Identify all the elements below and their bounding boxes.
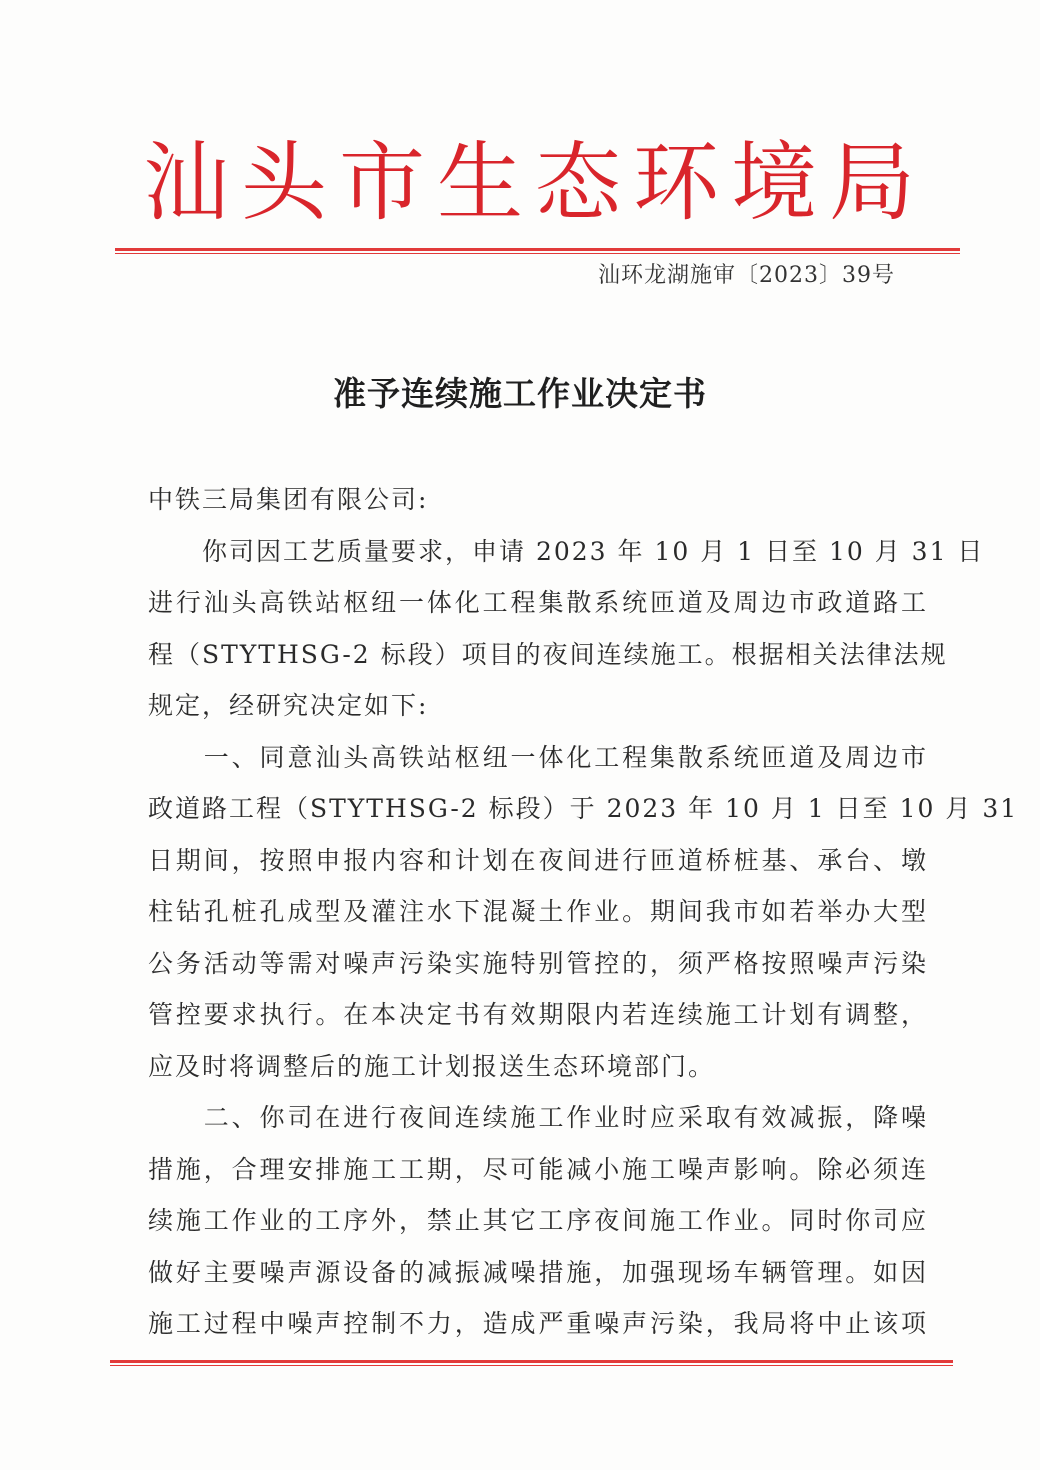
document-title: 准予连续施工作业决定书 xyxy=(333,374,707,413)
body-line: 柱钻孔桩孔成型及灌注水下混凝土作业。期间我市如若举办大型 xyxy=(148,897,928,926)
body-line: 你司因工艺质量要求，申请 2023 年 10 月 1 日至 10 月 31 日 xyxy=(148,536,985,566)
body-line: 做好主要噪声源设备的减振减噪措施，加强现场车辆管理。如因 xyxy=(148,1257,928,1287)
document-number: 汕环龙湖施审〔2023〕39号 xyxy=(598,263,895,288)
body-line: 政道路工程（STYTHSG-2 标段）于 2023 年 10 月 1 日至 10 月 31 xyxy=(148,794,1019,823)
body-line: 日期间，按照申报内容和计划在夜间进行匝道桥桩基、承台、墩 xyxy=(148,845,928,875)
body-line: 二、你司在进行夜间连续施工作业时应采取有效减振，降噪 xyxy=(148,1103,928,1132)
letterhead-red-rule xyxy=(115,248,960,254)
letterhead-organization: 汕头市生态环境局 xyxy=(143,133,927,233)
body-line: 公务活动等需对噪声污染实施特别管控的，须严格按照噪声污染 xyxy=(148,948,928,978)
body-line: 规定，经研究决定如下: xyxy=(148,691,429,720)
body-line: 续施工作业的工序外，禁止其它工序夜间施工作业。同时你司应 xyxy=(148,1206,928,1235)
body-line: 措施，合理安排施工工期，尽可能减小施工噪声影响。除必须连 xyxy=(148,1154,928,1184)
body-line: 一、同意汕头高铁站枢纽一体化工程集散系统匝道及周边市 xyxy=(148,742,928,772)
body-line: 应及时将调整后的施工计划报送生态环境部门。 xyxy=(148,1051,716,1081)
document-body xyxy=(148,474,1019,1350)
footer-red-rule xyxy=(110,1360,953,1366)
body-line: 程（STYTHSG-2 标段）项目的夜间连续施工。根据相关法律法规 xyxy=(148,639,948,669)
addressee-line: 中铁三局集团有限公司: xyxy=(148,485,429,514)
body-line: 进行汕头高铁站枢纽一体化工程集散系统匝道及周边市政道路工 xyxy=(148,588,928,617)
body-line: 管控要求执行。在本决定书有效期限内若连续施工计划有调整， xyxy=(148,1000,928,1029)
body-line: 施工过程中噪声控制不力，造成严重噪声污染，我局将中止该项 xyxy=(148,1309,928,1338)
